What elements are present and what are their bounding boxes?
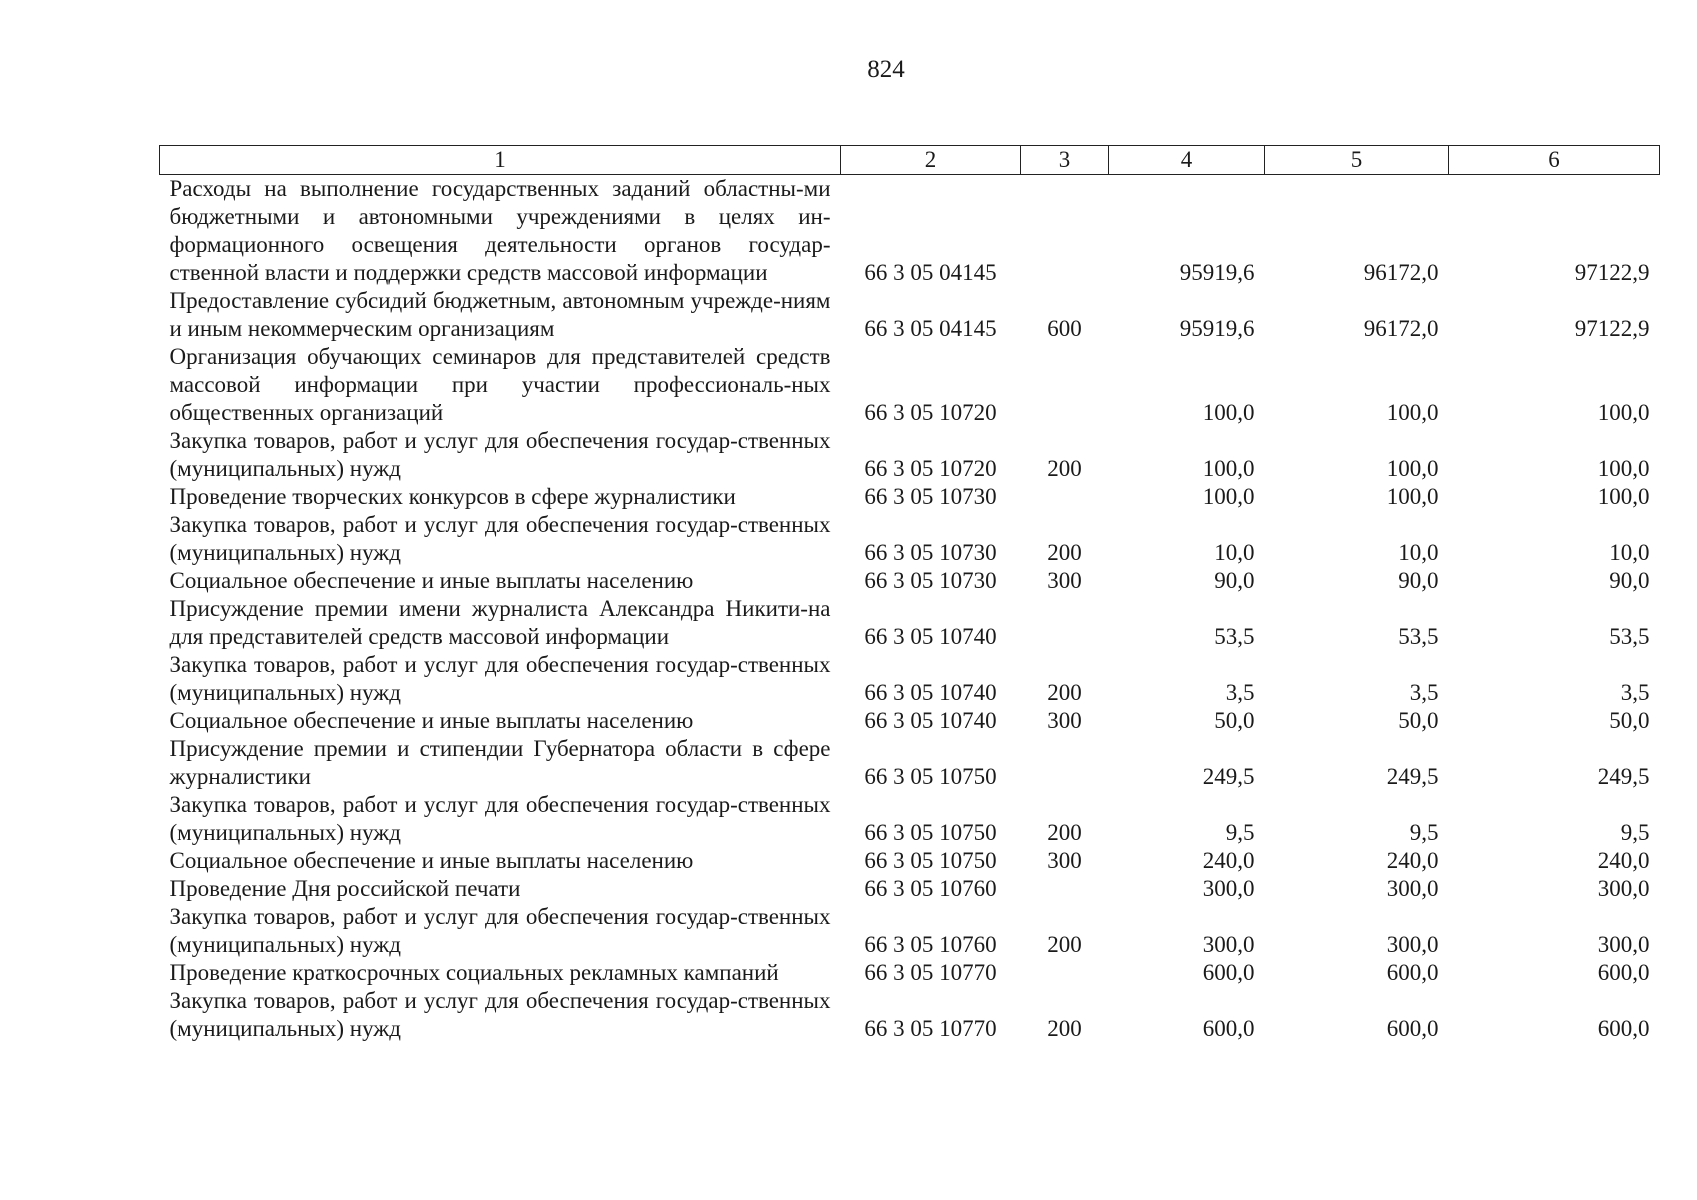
row-value-col-6: 300,0 xyxy=(1597,932,1650,957)
table-row xyxy=(160,875,1660,903)
row-expense-type: 200 xyxy=(1047,680,1082,705)
row-expense-type xyxy=(1021,343,1109,427)
row-name: Присуждение премии имени журналиста Александра Никити-на для представителей средств массовой информации xyxy=(169,596,831,649)
table-row xyxy=(160,175,1660,288)
row-value-col-4: 90,0 xyxy=(1214,568,1255,593)
row-value-col-4: 95919,6 xyxy=(1179,316,1255,341)
row-expense-type xyxy=(1021,175,1109,288)
table-row xyxy=(160,511,1660,567)
row-value-col-5: 50,0 xyxy=(1398,708,1439,733)
row-name: Проведение творческих конкурсов в сфере журналистики xyxy=(169,484,736,509)
row-value-col-5: 600,0 xyxy=(1386,960,1439,985)
table-row xyxy=(160,595,1660,651)
row-value-col-4: 53,5 xyxy=(1214,624,1255,649)
row-expense-type xyxy=(1021,483,1109,511)
header-col-3: 3 xyxy=(1021,146,1109,175)
row-value-col-4: 100,0 xyxy=(1202,456,1255,481)
row-code: 66 3 05 10750 xyxy=(864,848,997,873)
table-row xyxy=(160,959,1660,987)
row-value-col-6: 97122,9 xyxy=(1574,260,1650,285)
row-expense-type: 600 xyxy=(1047,316,1082,341)
row-value-col-4: 249,5 xyxy=(1202,764,1255,789)
table-row xyxy=(160,847,1660,875)
row-value-col-6: 600,0 xyxy=(1597,1016,1650,1041)
row-value-col-4: 600,0 xyxy=(1202,960,1255,985)
row-expense-type xyxy=(1021,875,1109,903)
row-value-col-5: 300,0 xyxy=(1386,932,1439,957)
row-value-col-6: 53,5 xyxy=(1609,624,1650,649)
row-name: Закупка товаров, работ и услуг для обеспечения государ-ственных (муниципальных) нужд xyxy=(169,988,831,1041)
row-value-col-6: 600,0 xyxy=(1597,960,1650,985)
row-code: 66 3 05 10750 xyxy=(864,820,997,845)
table-body xyxy=(160,175,1660,1044)
row-name: Закупка товаров, работ и услуг для обеспечения государ-ственных (муниципальных) нужд xyxy=(169,792,831,845)
row-value-col-4: 100,0 xyxy=(1202,484,1255,509)
row-value-col-6: 50,0 xyxy=(1609,708,1650,733)
row-value-col-4: 300,0 xyxy=(1202,876,1255,901)
row-code: 66 3 05 10730 xyxy=(864,540,997,565)
row-code: 66 3 05 10740 xyxy=(864,680,997,705)
row-value-col-5: 3,5 xyxy=(1409,680,1439,705)
table-row xyxy=(160,707,1660,735)
row-expense-type xyxy=(1021,959,1109,987)
row-code: 66 3 05 10770 xyxy=(864,1016,997,1041)
table-row xyxy=(160,735,1660,791)
row-name: Присуждение премии и стипендии Губернатора области в сфере журналистики xyxy=(169,736,831,789)
row-value-col-5: 96172,0 xyxy=(1363,316,1439,341)
header-col-6: 6 xyxy=(1449,146,1660,175)
row-value-col-6: 249,5 xyxy=(1597,764,1650,789)
row-code: 66 3 05 10740 xyxy=(864,624,997,649)
row-value-col-5: 100,0 xyxy=(1386,400,1439,425)
row-value-col-4: 95919,6 xyxy=(1179,260,1255,285)
page-number: 824 xyxy=(867,56,905,83)
row-value-col-6: 9,5 xyxy=(1620,820,1650,845)
row-value-col-4: 100,0 xyxy=(1202,400,1255,425)
row-name: Социальное обеспечение и иные выплаты населению xyxy=(169,568,694,593)
row-value-col-4: 3,5 xyxy=(1225,680,1255,705)
row-value-col-5: 100,0 xyxy=(1386,484,1439,509)
row-value-col-6: 3,5 xyxy=(1620,680,1650,705)
row-name: Закупка товаров, работ и услуг для обеспечения государ-ственных (муниципальных) нужд xyxy=(169,652,831,705)
row-value-col-6: 100,0 xyxy=(1597,400,1650,425)
row-value-col-6: 10,0 xyxy=(1609,540,1650,565)
row-value-col-4: 600,0 xyxy=(1202,1016,1255,1041)
row-code: 66 3 05 10760 xyxy=(864,932,997,957)
row-value-col-5: 600,0 xyxy=(1386,1016,1439,1041)
header-col-4: 4 xyxy=(1109,146,1265,175)
row-value-col-4: 240,0 xyxy=(1202,848,1255,873)
row-value-col-6: 240,0 xyxy=(1597,848,1650,873)
budget-table xyxy=(159,145,1660,1043)
row-value-col-5: 249,5 xyxy=(1386,764,1439,789)
row-name: Предоставление субсидий бюджетным, автономным учрежде-ниям и иным некоммерческим организациям xyxy=(169,288,831,341)
table-header xyxy=(160,146,1660,175)
row-name: Закупка товаров, работ и услуг для обеспечения государ-ственных (муниципальных) нужд xyxy=(169,512,831,565)
header-col-1: 1 xyxy=(160,146,841,175)
row-name: Организация обучающих семинаров для представителей средств массовой информации при участии профессиональ-ных общественных организаций xyxy=(169,344,831,425)
row-expense-type: 200 xyxy=(1047,820,1082,845)
row-value-col-6: 300,0 xyxy=(1597,876,1650,901)
row-code: 66 3 05 10720 xyxy=(864,456,997,481)
header-col-5: 5 xyxy=(1265,146,1449,175)
table-row xyxy=(160,343,1660,427)
row-code: 66 3 05 10720 xyxy=(864,400,997,425)
row-value-col-4: 9,5 xyxy=(1225,820,1255,845)
row-value-col-6: 100,0 xyxy=(1597,484,1650,509)
row-value-col-4: 50,0 xyxy=(1214,708,1255,733)
row-code: 66 3 05 10730 xyxy=(864,484,997,509)
row-expense-type xyxy=(1021,595,1109,651)
row-name: Расходы на выполнение государственных заданий областны-ми бюджетными и автономными учреждениями в целях ин-формационного освещения деятельности органов государ-ственной власти и поддержки средств массовой информации xyxy=(169,176,831,285)
table-row xyxy=(160,987,1660,1043)
table-row xyxy=(160,567,1660,595)
row-value-col-5: 90,0 xyxy=(1398,568,1439,593)
row-expense-type: 200 xyxy=(1047,456,1082,481)
row-expense-type xyxy=(1021,735,1109,791)
row-name: Закупка товаров, работ и услуг для обеспечения государ-ственных (муниципальных) нужд xyxy=(169,904,831,957)
row-expense-type: 300 xyxy=(1047,708,1082,733)
row-value-col-5: 240,0 xyxy=(1386,848,1439,873)
row-code: 66 3 05 04145 xyxy=(864,316,997,341)
row-expense-type: 300 xyxy=(1047,848,1082,873)
row-value-col-4: 300,0 xyxy=(1202,932,1255,957)
row-value-col-5: 96172,0 xyxy=(1363,260,1439,285)
row-code: 66 3 05 10730 xyxy=(864,568,997,593)
row-code: 66 3 05 10750 xyxy=(864,764,997,789)
row-value-col-5: 10,0 xyxy=(1398,540,1439,565)
row-code: 66 3 05 10770 xyxy=(864,960,997,985)
row-name: Закупка товаров, работ и услуг для обеспечения государ-ственных (муниципальных) нужд xyxy=(169,428,831,481)
row-expense-type: 200 xyxy=(1047,932,1082,957)
row-value-col-6: 100,0 xyxy=(1597,456,1650,481)
table-row xyxy=(160,651,1660,707)
row-expense-type: 300 xyxy=(1047,568,1082,593)
row-expense-type: 200 xyxy=(1047,1016,1082,1041)
header-col-2: 2 xyxy=(841,146,1021,175)
row-name: Проведение Дня российской печати xyxy=(169,876,521,901)
table-row xyxy=(160,427,1660,483)
row-value-col-5: 100,0 xyxy=(1386,456,1439,481)
row-value-col-4: 10,0 xyxy=(1214,540,1255,565)
row-code: 66 3 05 10760 xyxy=(864,876,997,901)
row-value-col-5: 53,5 xyxy=(1398,624,1439,649)
row-code: 66 3 05 10740 xyxy=(864,708,997,733)
row-name: Социальное обеспечение и иные выплаты населению xyxy=(169,708,694,733)
table-row xyxy=(160,483,1660,511)
table-row xyxy=(160,903,1660,959)
table-row xyxy=(160,287,1660,343)
row-value-col-5: 300,0 xyxy=(1386,876,1439,901)
header-row xyxy=(160,146,1660,175)
table-row xyxy=(160,791,1660,847)
row-value-col-6: 97122,9 xyxy=(1574,316,1650,341)
row-value-col-6: 90,0 xyxy=(1609,568,1650,593)
row-name: Социальное обеспечение и иные выплаты населению xyxy=(169,848,694,873)
row-expense-type: 200 xyxy=(1047,540,1082,565)
row-code: 66 3 05 04145 xyxy=(864,260,997,285)
row-name: Проведение краткосрочных социальных рекламных кампаний xyxy=(169,960,779,985)
row-value-col-5: 9,5 xyxy=(1409,820,1439,845)
